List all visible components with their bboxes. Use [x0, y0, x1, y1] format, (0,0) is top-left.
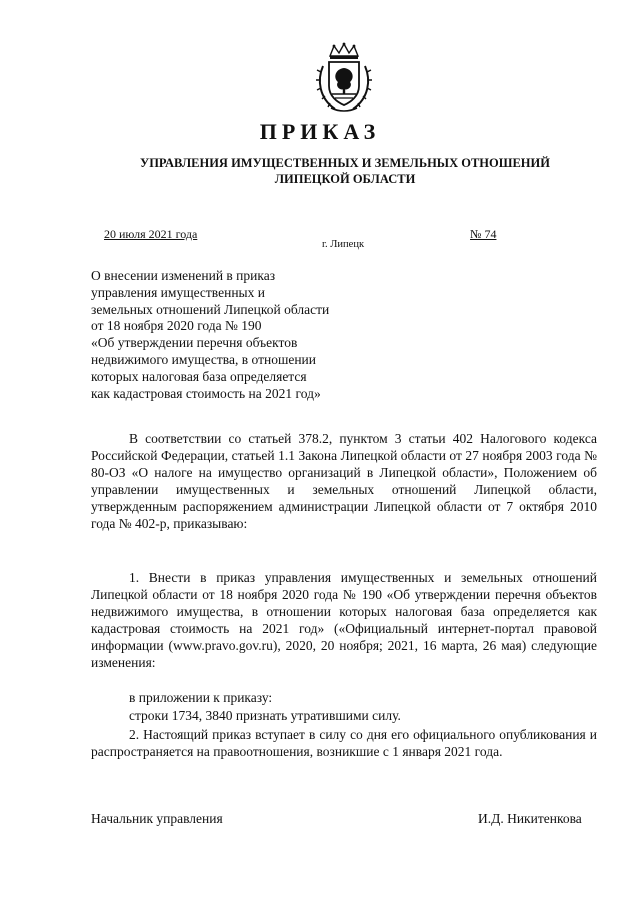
heading-line: управления имущественных и — [91, 284, 265, 300]
item-1-paragraph: 1. Внести в приказ управления имущественных и земельных отношений Липецкой области от 18 ноября 2020 года № 190 «Об утверждении перечня объектов недвижимого имущества, в отношении которых налоговая база определяется как кадастровая стоимость на 2021 год» («Официальный интернет-портал правовой информации (www.pravo.gov.ru), 2020, 20 ноября; 2021, 16 марта, 26 мая) следующие изменения: — [91, 570, 597, 670]
document-heading — [91, 268, 391, 402]
document-city: г. Липецк — [321, 239, 365, 250]
signer-position: Начальник управления — [91, 811, 223, 826]
item-2-paragraph: 2. Настоящий приказ вступает в силу со дня его официального опубликования и распространяется на правоотношения, возникшие с 1 января 2021 года. — [91, 727, 597, 759]
preamble-paragraph: В соответствии со статьей 378.2, пунктом 3 статьи 402 Налогового кодекса Российской Федерации, статьей 1.1 Закона Липецкой области от 27 ноября 2003 года № 80-ОЗ «О налоге на имущество организаций в Липецкой области», Положением об управлении имущественных и земельных отношений Липецкой области, утвержденным распоряжением администрации Липецкой области от 7 октября 2010 года № 402-р, приказываю: — [91, 431, 597, 531]
issuer-line-1: УПРАВЛЕНИЯ ИМУЩЕСТВЕННЫХ И ЗЕМЕЛЬНЫХ ОТНОШЕНИЙ — [140, 156, 550, 170]
heading-line: земельных отношений Липецкой области — [91, 301, 330, 317]
signer-name: И.Д. Никитенкова — [478, 811, 582, 826]
issuer-line-2: ЛИПЕЦКОЙ ОБЛАСТИ — [274, 172, 416, 186]
heading-line: как кадастровая стоимость на 2021 год» — [91, 385, 321, 401]
item-1-subline-2: строки 1734, 3840 признать утратившими силу. — [129, 708, 401, 723]
heading-line: «Об утверждении перечня объектов — [91, 335, 298, 351]
heading-line: от 18 ноября 2020 года № 190 — [91, 318, 262, 334]
heading-line: которых налоговая база определяется — [91, 368, 307, 384]
document-date: 20 июля 2021 года — [104, 227, 198, 241]
document-title: ПРИКАЗ — [259, 119, 381, 144]
document-number: № 74 — [470, 227, 497, 241]
heading-line: О внесении изменений в приказ — [91, 268, 276, 283]
item-1-subline-1: в приложении к приказу: — [129, 690, 273, 705]
heading-line: недвижимого имущества, в отношении — [91, 351, 317, 367]
coat-of-arms-icon — [313, 42, 375, 114]
